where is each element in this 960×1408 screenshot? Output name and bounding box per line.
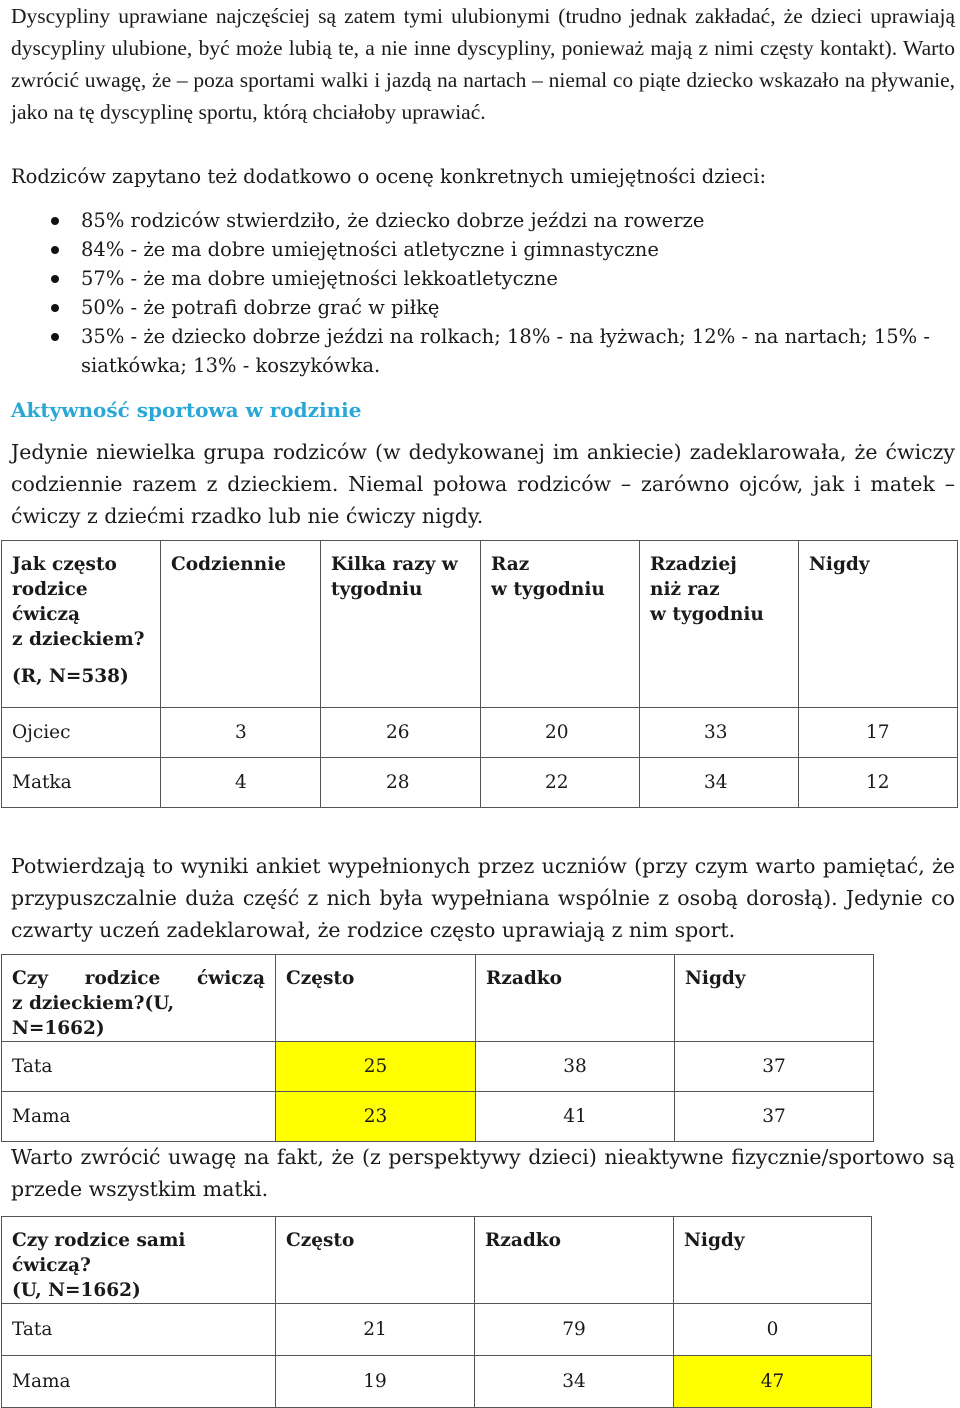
table-cell: 12: [799, 758, 958, 808]
table-cell: 28: [321, 758, 481, 808]
table-cell: 4: [161, 758, 321, 808]
table-header-row: [2, 1217, 872, 1304]
table-row: [2, 758, 958, 808]
bullet-icon: [51, 246, 59, 254]
table-cell: 26: [321, 708, 481, 758]
paragraph-parents-asked: Rodziców zapytano też dodatkowo o ocenę konkretnych umiejętności dzieci:: [11, 165, 767, 188]
table-row: [2, 1092, 874, 1142]
table-row: [2, 708, 958, 758]
paragraph-inactive-mothers: Warto zwrócić uwagę na fakt, że (z perspektywy dzieci) nieaktywne fizycznie/sportowo są przede wszystkim matki.: [11, 1145, 955, 1201]
row-label: Ojciec: [2, 708, 161, 758]
table-cell: 37: [675, 1042, 874, 1092]
column-header: Nigdy: [674, 1217, 872, 1304]
table-header-row: [2, 541, 958, 708]
column-header: Rzadziej niż raz w tygodniu: [640, 541, 799, 708]
table-question-cell: [2, 955, 276, 1042]
bullet-icon: [51, 275, 59, 283]
column-header: Kilka razy w tygodniu: [321, 541, 481, 708]
column-header: Rzadko: [475, 1217, 674, 1304]
list-item-text: 84% - że ma dobre umiejętności atletyczne i gimnastyczne: [81, 238, 659, 261]
table-parents-exercise-with-child: [1, 954, 874, 1142]
question-line: Jak często: [12, 554, 117, 575]
question-line: (U, N=1662): [12, 1280, 141, 1301]
table-row: [2, 1356, 872, 1408]
list-item: [11, 206, 955, 235]
table-cell: 41: [476, 1092, 675, 1142]
question-line: Czy rodzice ćwiczą: [12, 968, 265, 989]
question-line: rodzice: [12, 579, 88, 600]
column-header: Często: [276, 1217, 475, 1304]
table-cell: 34: [640, 758, 799, 808]
list-item-text: 50% - że potrafi dobrze grać w piłkę: [81, 296, 440, 319]
question-line: Czy rodzice sami ćwiczą?: [12, 1230, 186, 1276]
skills-list: [11, 206, 955, 380]
row-label: Tata: [2, 1304, 276, 1356]
column-header: Nigdy: [799, 541, 958, 708]
table-header-row: [2, 955, 874, 1042]
row-label: Matka: [2, 758, 161, 808]
table-row: [2, 1042, 874, 1092]
table-cell: 22: [481, 758, 640, 808]
table-cell: 3: [161, 708, 321, 758]
paragraph-family-activity: Jedynie niewielka grupa rodziców (w dedykowanej im ankiecie) zadeklarowała, że ćwiczy codziennie razem z dzieckiem. Niemal połowa rodziców – zarówno ojców, jak i matek – ćwiczy z dziećmi rzadko lub nie ćwiczy nigdy.: [11, 440, 955, 528]
table-cell: 37: [675, 1092, 874, 1142]
sample-size: (R, N=538): [12, 666, 129, 687]
row-label: Mama: [2, 1356, 276, 1408]
question-line: z dzieckiem?: [12, 629, 145, 650]
table-parents-exercise-themselves: [1, 1216, 872, 1408]
table-cell: 34: [475, 1356, 674, 1408]
table-cell: 21: [276, 1304, 475, 1356]
column-header: Rzadko: [476, 955, 675, 1042]
table-cell-highlighted: 23: [276, 1092, 476, 1142]
table-cell-highlighted: 25: [276, 1042, 476, 1092]
list-item: [11, 322, 955, 380]
table-cell: 33: [640, 708, 799, 758]
list-item: [11, 293, 955, 322]
table-parents-exercise-frequency: [1, 540, 958, 808]
bullet-icon: [51, 333, 59, 341]
column-header: Nigdy: [675, 955, 874, 1042]
table-cell: 79: [475, 1304, 674, 1356]
column-header: Codziennie: [161, 541, 321, 708]
paragraph-student-results: Potwierdzają to wyniki ankiet wypełnionych przez uczniów (przy czym warto pamiętać, że przypuszczalnie duża część z nich była wypełniana wspólnie z osobą dorosłą). Jedynie co czwarty uczeń zadeklarował, że rodzice często uprawiają z nim sport.: [11, 854, 955, 942]
table-cell-highlighted: 47: [674, 1356, 872, 1408]
list-item-text: 85% rodziców stwierdziło, że dziecko dobrze jeździ na rowerze: [81, 209, 705, 232]
table-question-cell: [2, 1217, 276, 1304]
table-cell: 17: [799, 708, 958, 758]
table-row: [2, 1304, 872, 1356]
table-question-cell: [2, 541, 161, 708]
table-cell: 0: [674, 1304, 872, 1356]
column-header: Raz w tygodniu: [481, 541, 640, 708]
column-header: Często: [276, 955, 476, 1042]
list-item-text: 57% - że ma dobre umiejętności lekkoatletyczne: [81, 267, 558, 290]
paragraph-disciplines: Dyscypliny uprawiane najczęściej są zatem tymi ulubionymi (trudno jednak zakładać, że dzieci uprawiają dyscypliny ulubione, być może lubią te, a nie inne dyscypliny, ponieważ mają z nimi częsty kontakt). Warto zwrócić uwagę, że – poza sportami walki i jazdą na nartach – niemal co piąte dziecko wskazało na pływanie, jako na tę dyscyplinę sportu, którą chciałoby uprawiać.: [11, 4, 955, 124]
question-line: ćwiczą: [12, 604, 80, 625]
section-heading: Aktywność sportowa w rodzinie: [11, 398, 362, 422]
table-cell: 38: [476, 1042, 675, 1092]
table-cell: 19: [276, 1356, 475, 1408]
table-cell: 20: [481, 708, 640, 758]
row-label: Mama: [2, 1092, 276, 1142]
question-line: z dzieckiem?(U, N=1662): [12, 993, 175, 1039]
list-item: [11, 264, 955, 293]
bullet-icon: [51, 217, 59, 225]
bullet-icon: [51, 304, 59, 312]
list-item: [11, 235, 955, 264]
list-item-text: 35% - że dziecko dobrze jeździ na rolkach; 18% - na łyżwach; 12% - na nartach; 15% - siatkówka; 13% - koszykówka.: [81, 325, 930, 377]
row-label: Tata: [2, 1042, 276, 1092]
